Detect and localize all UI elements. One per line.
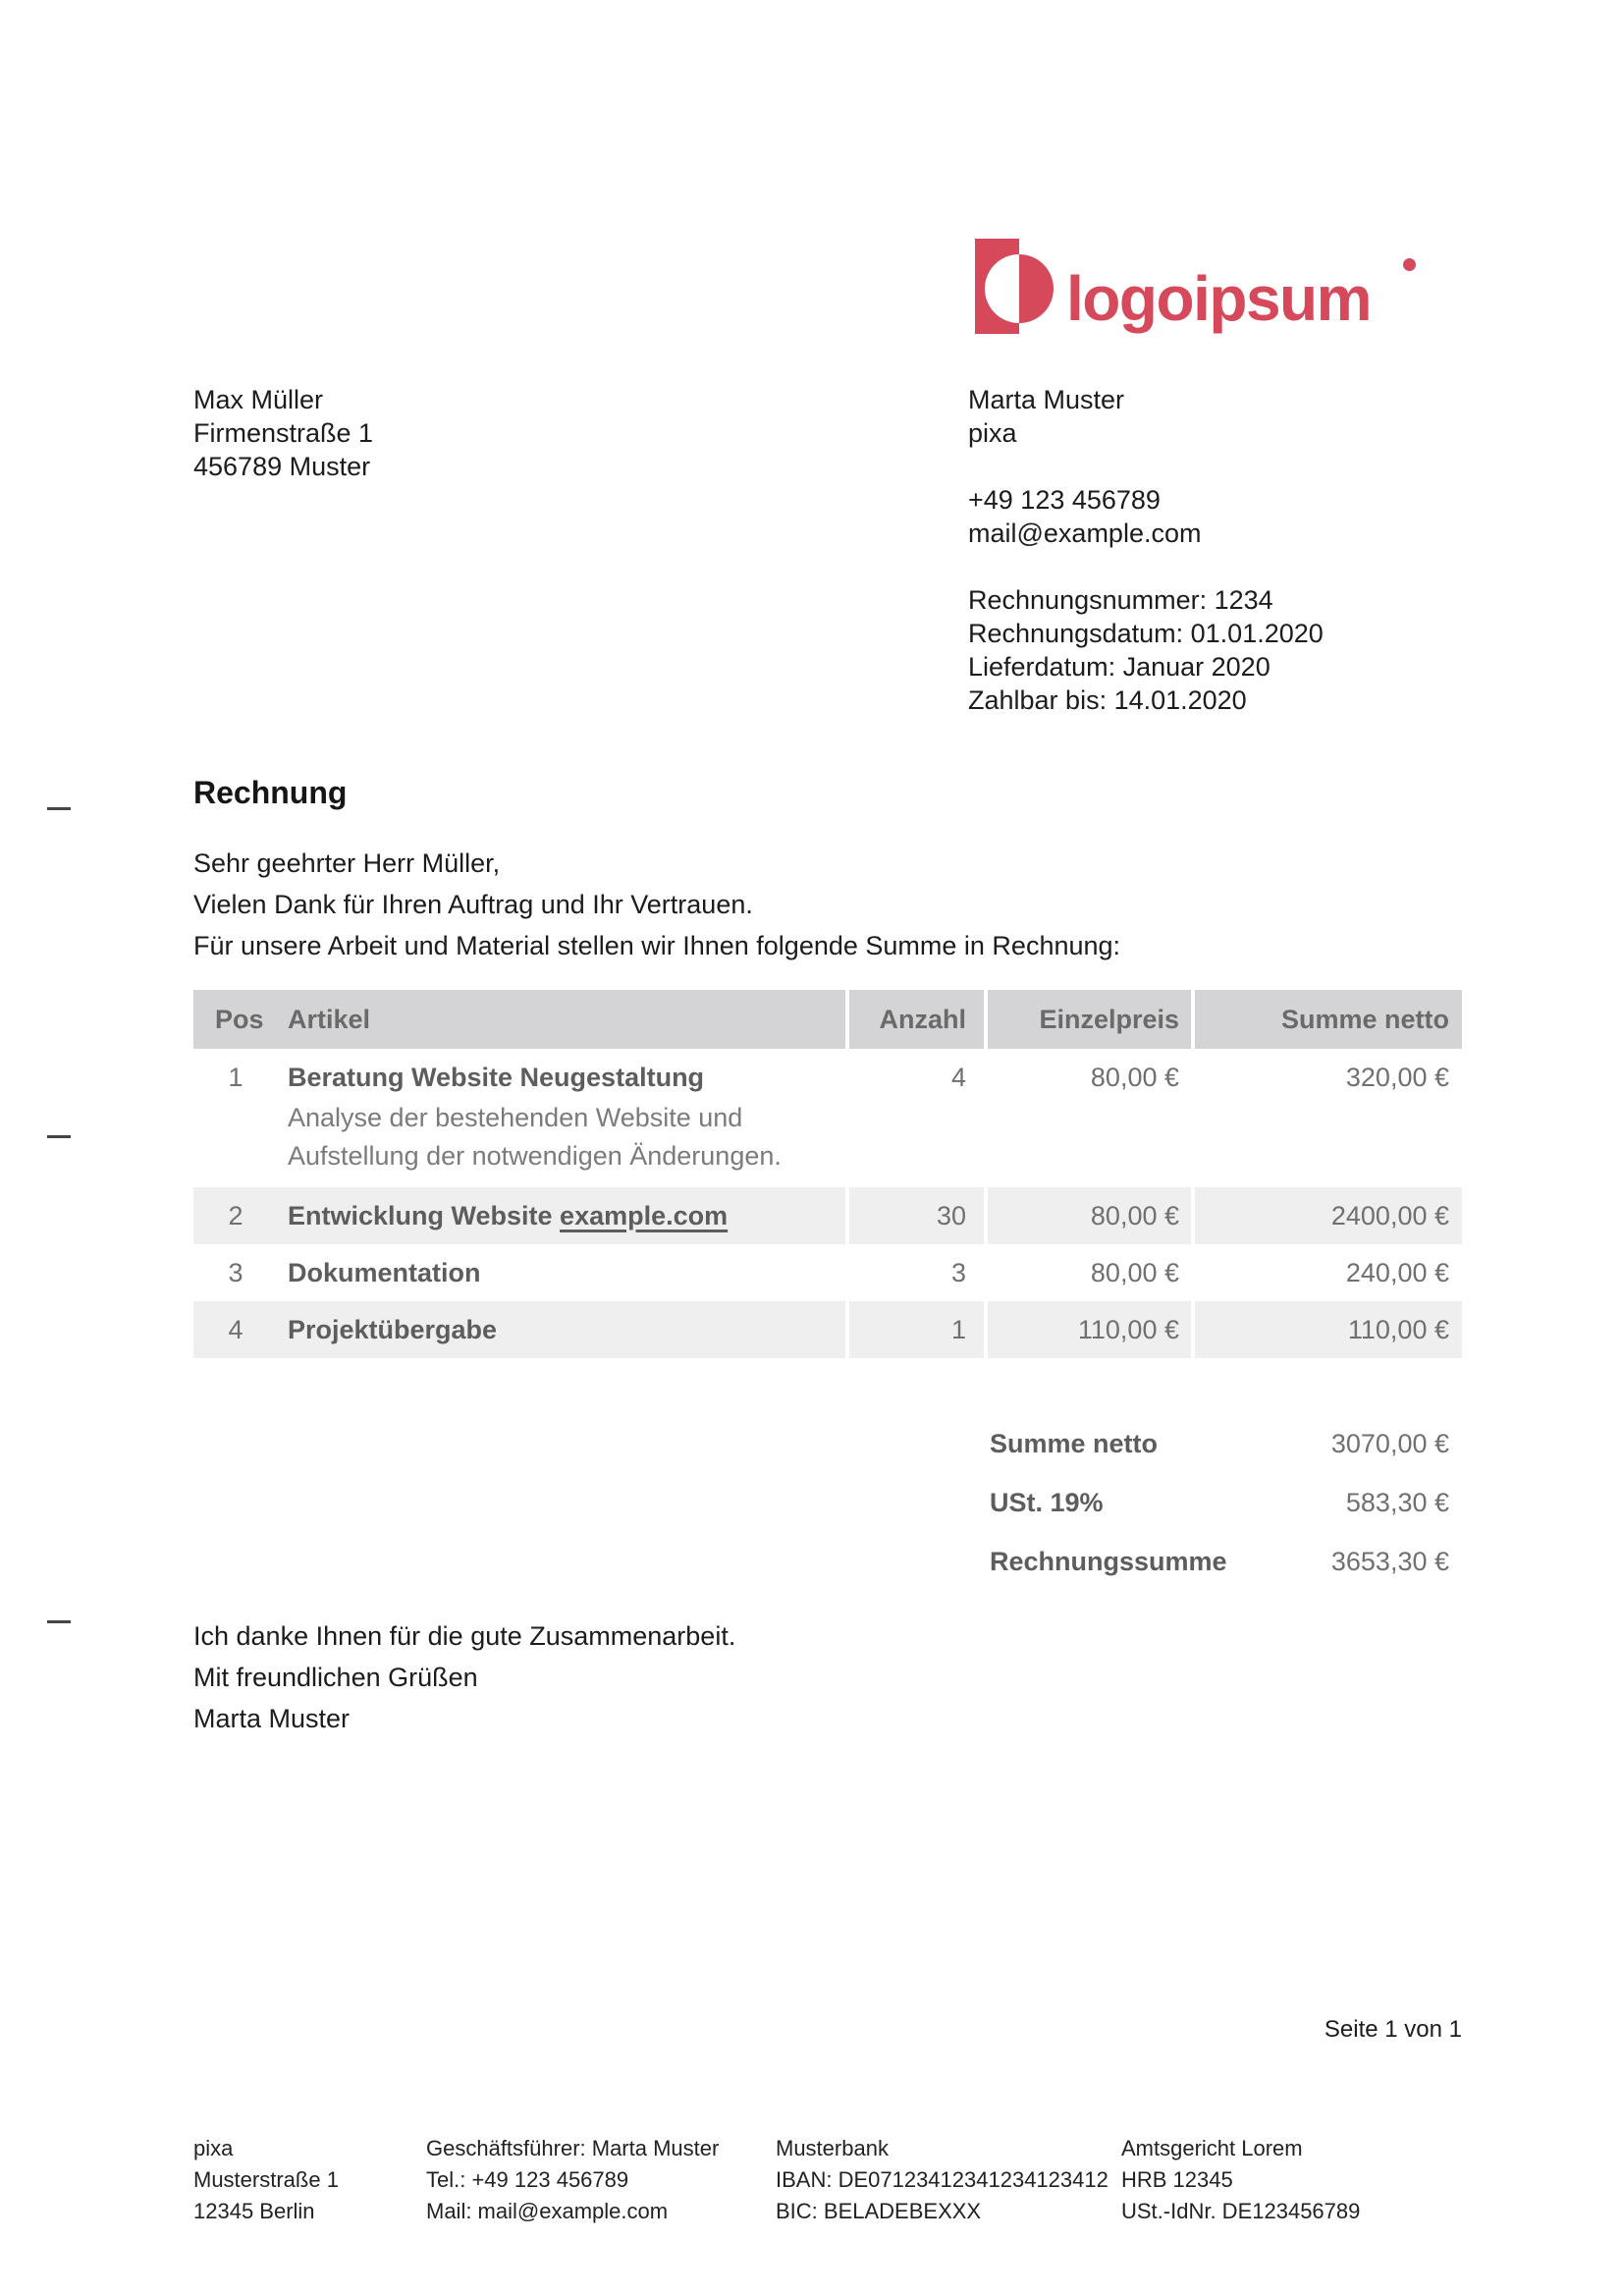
salutation: Sehr geehrter Herr Müller, — [193, 848, 501, 878]
footer-line: IBAN: DE07123412341234123412 — [776, 2167, 1108, 2192]
footer-line: Musterbank — [776, 2136, 889, 2160]
item-artikel — [278, 1187, 847, 1244]
footer-line: USt.-IdNr. DE123456789 — [1121, 2199, 1361, 2223]
totals-label: Rechnungssumme — [990, 1546, 1227, 1576]
item-total: 110,00 € — [1193, 1301, 1462, 1358]
punch-mark-icon — [47, 1135, 71, 1138]
footer-line: BIC: BELADEBEXXX — [776, 2199, 982, 2223]
column-header-anzahl: Anzahl — [847, 990, 986, 1049]
item-title: Entwicklung Website — [288, 1201, 561, 1230]
sender-email: mail@example.com — [968, 519, 1202, 548]
recipient-street: Firmenstraße 1 — [193, 418, 374, 448]
item-artikel — [278, 1049, 847, 1187]
footer-contact-column — [426, 2133, 719, 2227]
item-pos: 4 — [228, 1315, 243, 1344]
item-quantity: 30 — [847, 1187, 986, 1244]
item-unit-price: 80,00 € — [986, 1244, 1193, 1301]
column-header-artikel: Artikel — [278, 990, 847, 1049]
signature-name: Marta Muster — [193, 1704, 351, 1733]
item-total: 240,00 € — [1193, 1244, 1462, 1301]
closing-paragraph — [193, 1615, 735, 1739]
column-header-summe-netto: Summe netto — [1193, 990, 1462, 1049]
item-quantity: 4 — [847, 1049, 986, 1187]
sender-phone: +49 123 456789 — [968, 485, 1161, 515]
footer-line: Geschäftsführer: Marta Muster — [426, 2136, 720, 2160]
table-row — [193, 1049, 1462, 1187]
invoice-date: Rechnungsdatum: 01.01.2020 — [968, 619, 1324, 648]
recipient-address — [193, 383, 373, 483]
item-quantity: 3 — [847, 1244, 986, 1301]
item-artikel — [278, 1301, 847, 1358]
sender-name: Marta Muster — [968, 385, 1125, 414]
item-unit-price: 80,00 € — [986, 1049, 1193, 1187]
table-row — [193, 1244, 1462, 1301]
intro-line: Vielen Dank für Ihren Auftrag und Ihr Vertrauen. — [193, 890, 753, 919]
logo-circle-icon — [985, 254, 1054, 323]
recipient-name: Max Müller — [193, 385, 324, 414]
footer-bank-column — [776, 2133, 1108, 2227]
totals-label: USt. 19% — [990, 1487, 1104, 1517]
closing-line: Mit freundlichen Grüßen — [193, 1663, 478, 1692]
invoice-number: Rechnungsnummer: 1234 — [968, 585, 1273, 615]
footer-company-column — [193, 2133, 339, 2227]
totals-row-grand — [193, 1532, 1462, 1591]
item-unit-price: 110,00 € — [986, 1301, 1193, 1358]
recipient-city: 456789 Muster — [193, 452, 371, 481]
table-row — [193, 1187, 1462, 1244]
items-table — [193, 990, 1462, 1358]
item-quantity: 1 — [847, 1301, 986, 1358]
footer-line: Mail: mail@example.com — [426, 2199, 669, 2223]
item-title: Dokumentation — [288, 1258, 481, 1287]
item-pos: 1 — [228, 1063, 243, 1092]
intro-paragraph — [193, 843, 1120, 966]
item-description: Analyse der bestehenden Website und Aufstellung der notwendigen Änderungen. — [288, 1103, 782, 1171]
spacer — [968, 550, 1324, 583]
item-artikel — [278, 1244, 847, 1301]
logo-trademark-dot-icon — [1403, 258, 1416, 271]
totals-value: 3070,00 € — [1330, 1428, 1449, 1458]
example-link[interactable]: example.com — [560, 1201, 729, 1230]
sender-company: pixa — [968, 418, 1017, 448]
intro-line: Für unsere Arbeit und Material stellen wir Ihnen folgende Summe in Rechnung: — [193, 931, 1121, 960]
page-title: Rechnung — [193, 775, 348, 810]
footer-line: Musterstraße 1 — [193, 2167, 339, 2192]
item-pos: 2 — [228, 1201, 243, 1230]
item-total: 2400,00 € — [1193, 1187, 1462, 1244]
item-unit-price: 80,00 € — [986, 1187, 1193, 1244]
totals-row-vat — [193, 1473, 1462, 1532]
brand-wordmark: logoipsum — [1066, 263, 1372, 334]
table-header-row — [193, 990, 1462, 1049]
closing-line: Ich danke Ihnen für die gute Zusammenarbeit. — [193, 1621, 736, 1651]
column-header-einzelpreis: Einzelpreis — [986, 990, 1193, 1049]
sender-and-invoice-meta — [968, 383, 1324, 717]
totals-value: 3653,30 € — [1330, 1546, 1449, 1576]
table-row — [193, 1301, 1462, 1358]
delivery-date: Lieferdatum: Januar 2020 — [968, 652, 1271, 682]
footer-line: Tel.: +49 123 456789 — [426, 2167, 629, 2192]
fold-mark-icon — [47, 1620, 71, 1623]
footer-line: 12345 Berlin — [193, 2199, 315, 2223]
totals-row-netto — [193, 1414, 1462, 1473]
page-number: Seite 1 von 1 — [1324, 2016, 1462, 2043]
footer-line: pixa — [193, 2136, 234, 2160]
item-pos: 3 — [228, 1258, 243, 1287]
item-title: Projektübergabe — [288, 1315, 498, 1344]
column-header-pos: Pos — [193, 990, 278, 1049]
footer-line: HRB 12345 — [1121, 2167, 1233, 2192]
footer-legal-column — [1121, 2133, 1360, 2227]
spacer — [968, 450, 1324, 483]
due-date: Zahlbar bis: 14.01.2020 — [968, 685, 1247, 715]
footer-line: Amtsgericht Lorem — [1121, 2136, 1303, 2160]
totals-value: 583,30 € — [1345, 1487, 1449, 1517]
totals-label: Summe netto — [990, 1428, 1159, 1458]
fold-mark-icon — [47, 807, 71, 810]
item-total: 320,00 € — [1193, 1049, 1462, 1187]
totals-section — [193, 1414, 1462, 1591]
item-title: Beratung Website Neugestaltung — [288, 1063, 705, 1092]
